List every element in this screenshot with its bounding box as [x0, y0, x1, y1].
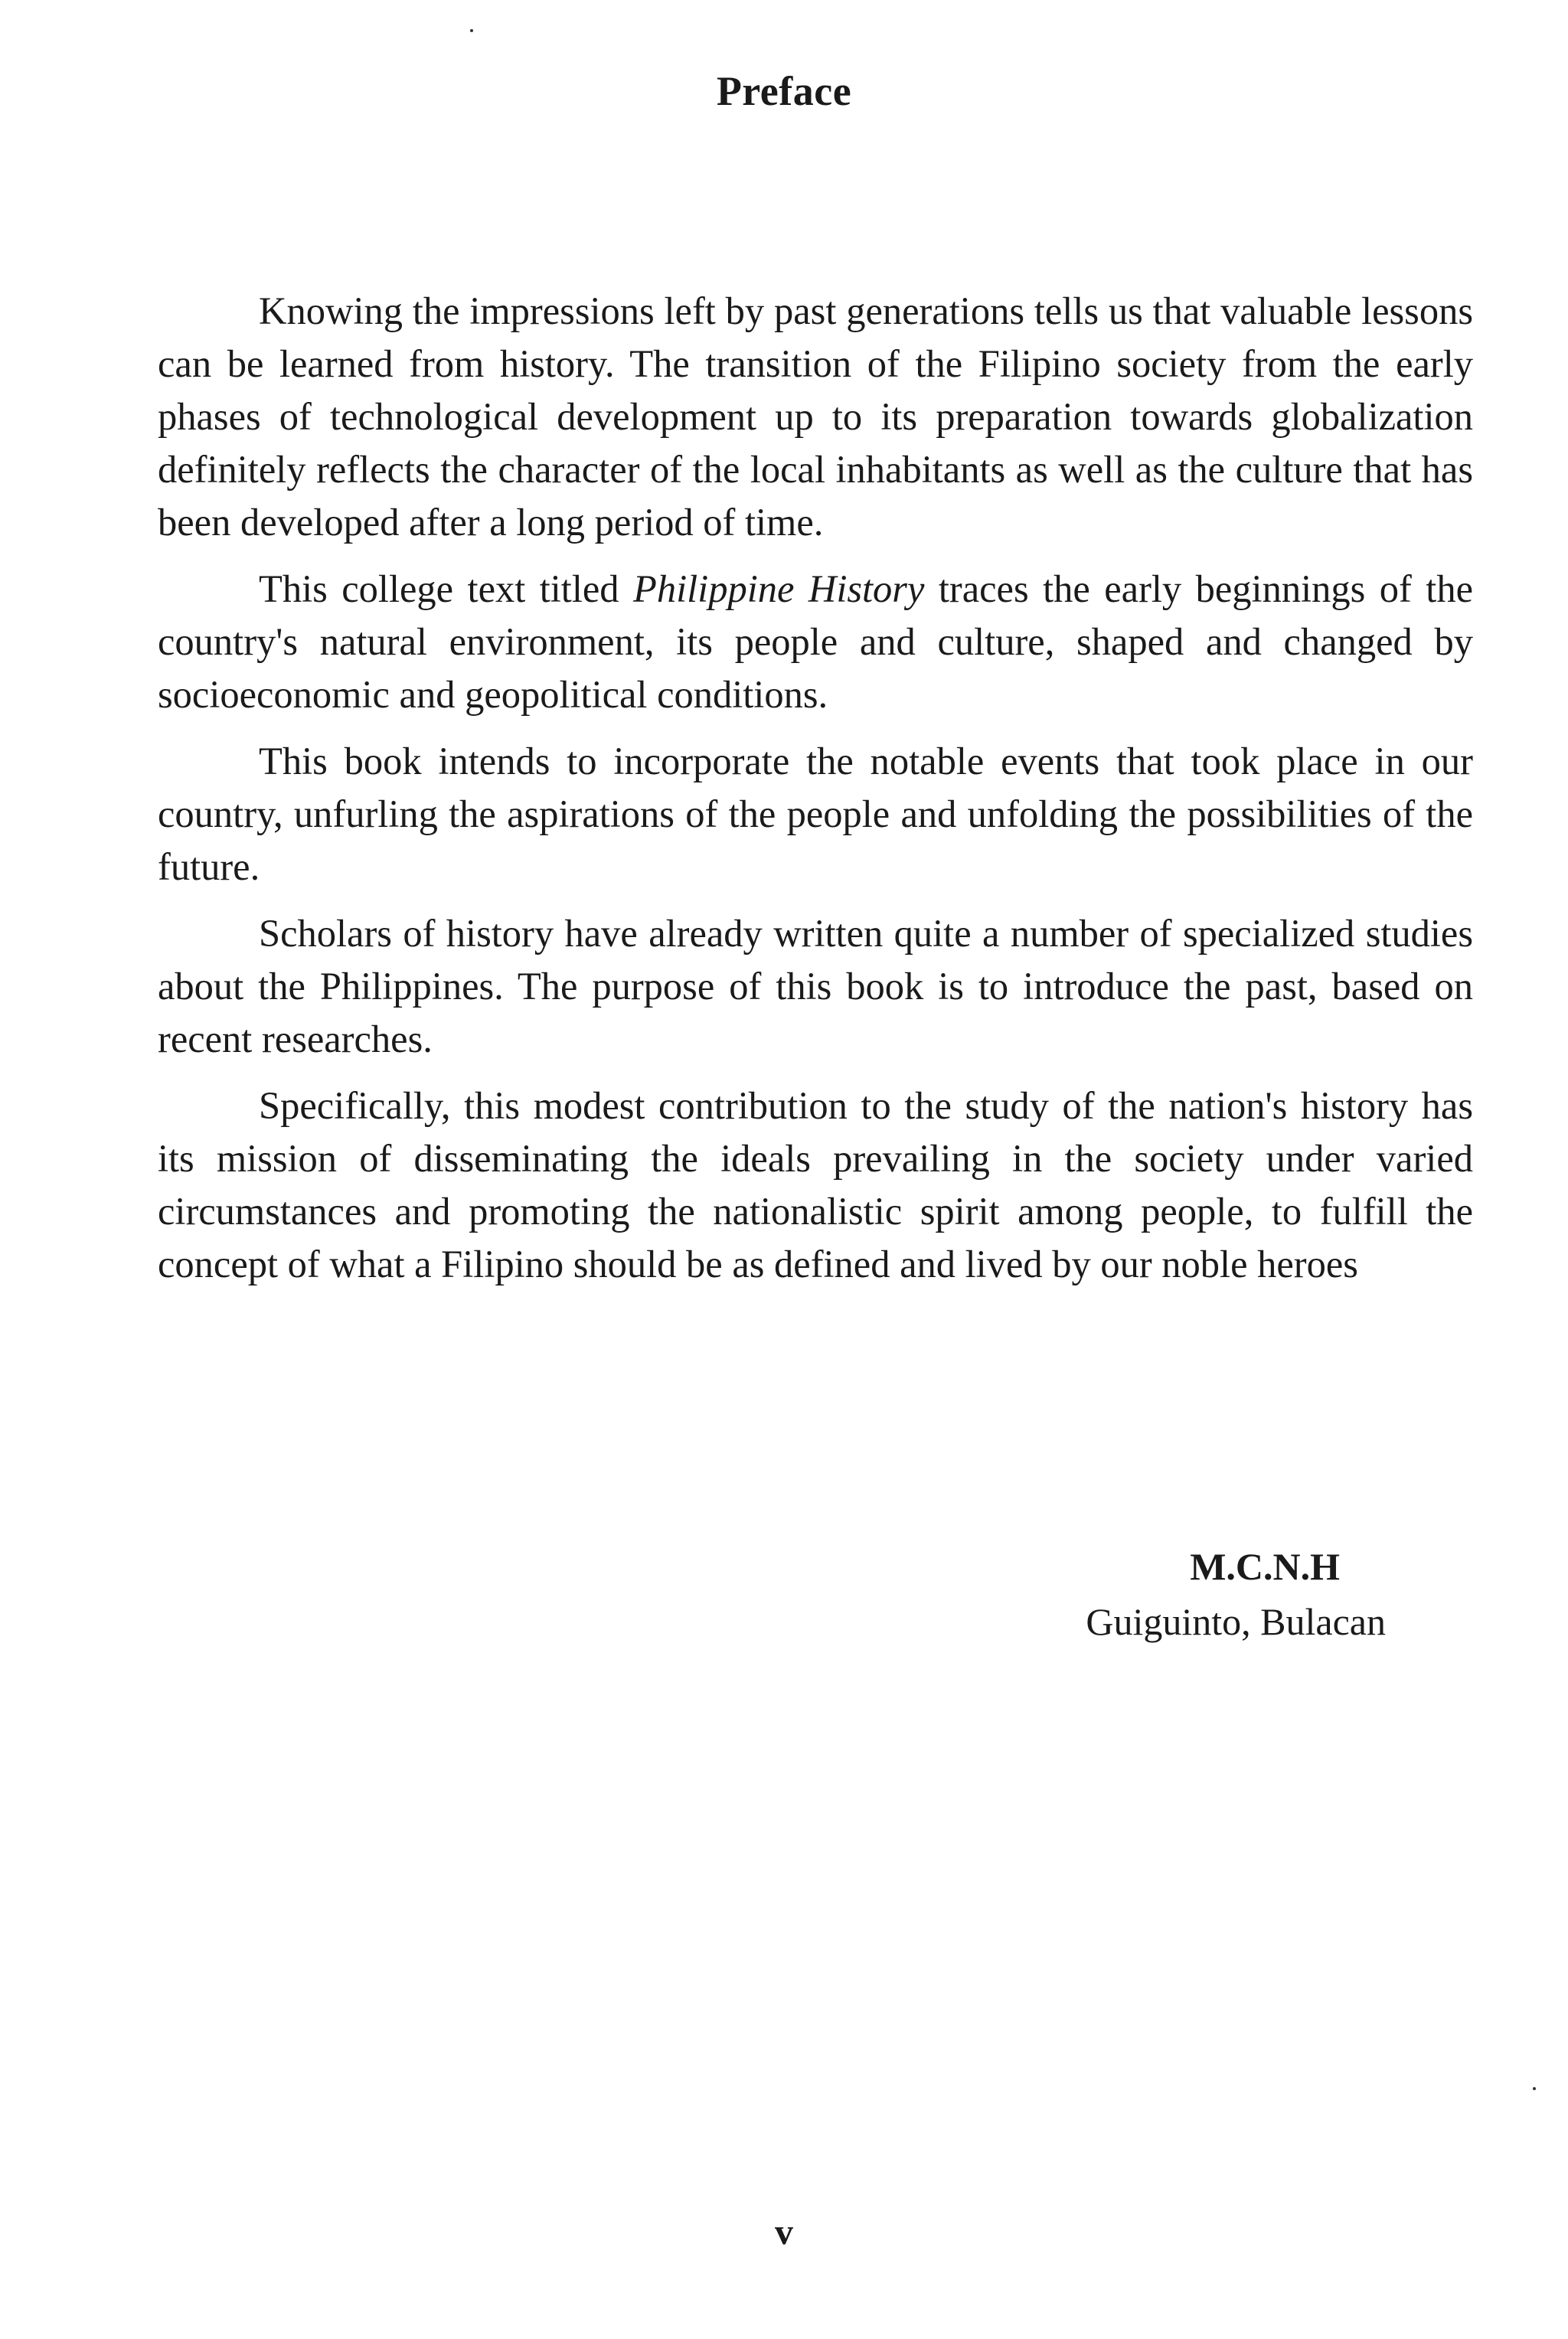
preface-body	[158, 285, 1473, 1305]
paragraph-text: Specifically, this modest contribution to the study of the nation's history has its mission of disseminating the ideals prevailing in the society under varied circumstances and promoting the nationalistic spirit among people, to fulfill the concept of what a Filipino should be as defined and lived by our noble heroes	[158, 1084, 1473, 1285]
page-title: Preface	[716, 68, 852, 114]
paragraph-text: This college text titled	[259, 567, 633, 610]
paragraph-1	[158, 285, 1473, 549]
page-number: v	[775, 2212, 793, 2252]
scan-speck	[470, 29, 473, 32]
author-location: Guiguinto, Bulacan	[1086, 1600, 1386, 1643]
paragraph-5	[158, 1080, 1473, 1291]
paragraph-text: traces the early beginnings of the country's natural environment, its people and culture, shaped and changed by socioeconomic and geopolitical conditions.	[158, 567, 1473, 716]
paragraph-text: Knowing the impressions left by past generations tells us that valuable lessons can be learned from history. The transition of the Filipino society from the early phases of technological development up to its preparation towards globalization definitely reflects the character of the local inhabitants as well as the culture that has been developed after a long period of time.	[158, 289, 1473, 544]
paragraph-3	[158, 735, 1473, 893]
paragraph-2	[158, 563, 1473, 721]
scan-speck	[1533, 2087, 1536, 2090]
book-title-emphasis: Philippine History	[633, 567, 925, 610]
paragraph-text: This book intends to incorporate the notable events that took place in our country, unfurling the aspirations of the people and unfolding the possibilities of the future.	[158, 740, 1473, 888]
paragraph-4	[158, 907, 1473, 1066]
signature-block	[988, 1539, 1386, 1649]
author-initials: M.C.N.H	[1190, 1545, 1340, 1588]
paragraph-text: Scholars of history have already written quite a number of specialized studies about the Philippines. The purpose of this book is to introduce the past, based on recent researches.	[158, 912, 1473, 1060]
